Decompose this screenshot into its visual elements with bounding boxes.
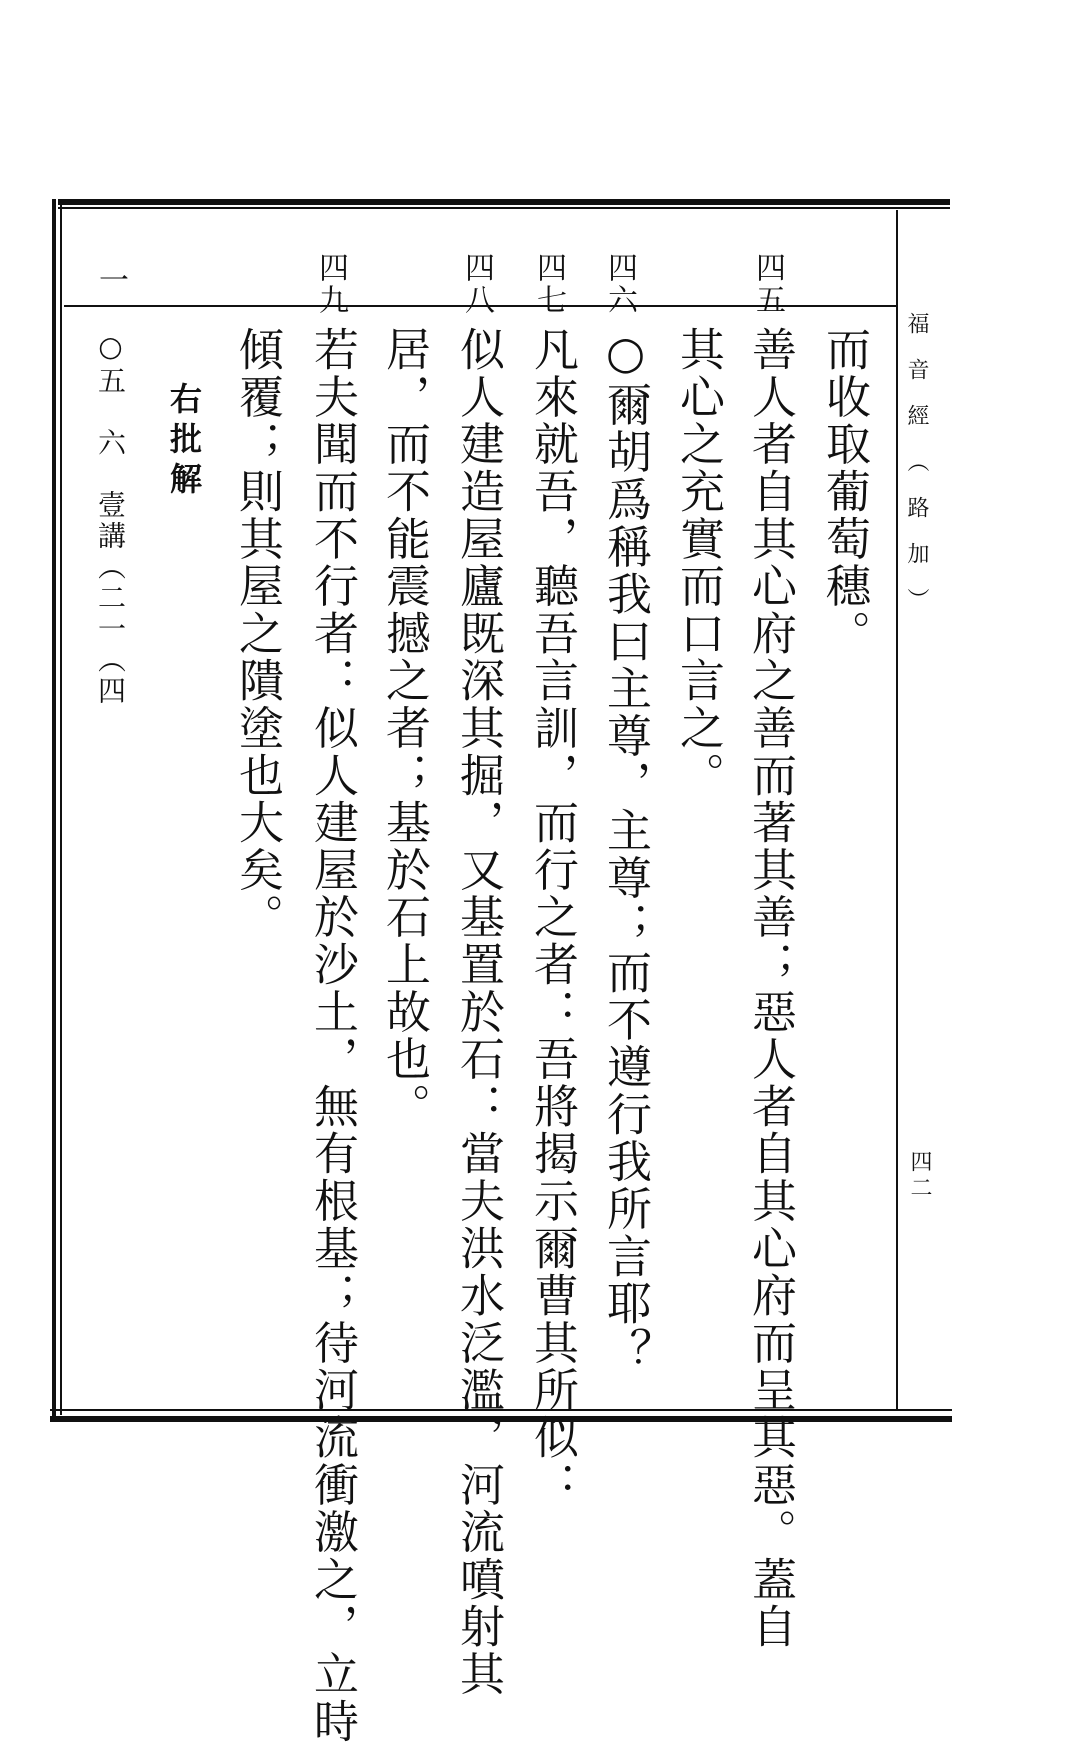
- text-line: 似人建造屋廬既深其掘，又基置於石：當夫洪水泛濫，河流噴射其: [452, 326, 505, 1698]
- top-border-inner: [58, 207, 950, 209]
- text-line: 凡來就吾，聽吾言訓，而行之者：吾將揭示爾曹其所似：: [526, 326, 579, 1509]
- page-number: 四二: [907, 1150, 932, 1202]
- text-line: ○爾胡爲稱我曰主尊，主尊；而不遵行我所言耶？: [599, 326, 652, 1375]
- left-border-inner: [60, 205, 62, 1415]
- verse-number: 四五: [750, 252, 785, 316]
- section-heading: 右批解: [165, 382, 203, 502]
- footnote-text: ○五 六 壹講（二一（四: [94, 330, 127, 707]
- left-border: [52, 199, 56, 1421]
- text-line: 傾覆；則其屋之隤塗也大矣。: [231, 326, 284, 941]
- top-border: [58, 199, 950, 205]
- running-head-divider: [896, 210, 898, 1410]
- footnote-line-mark: 一: [93, 264, 128, 296]
- text-line: 其心之充實而口言之。: [672, 326, 725, 799]
- verse-number: 四七: [531, 252, 566, 316]
- verse-number: 四八: [459, 252, 494, 316]
- text-line: 居，而不能震撼之者；基於石上故也。: [378, 326, 431, 1131]
- text-line: 善人者自其心府之善而著其善；惡人者自其心府而呈其惡。蓋自: [744, 326, 797, 1651]
- running-head-title: 福音經（路加）: [904, 312, 929, 634]
- text-line: 而收取葡萄穗。: [818, 326, 871, 658]
- verse-number: 四九: [313, 252, 348, 316]
- verse-number: 四六: [602, 252, 637, 316]
- text-line: 若夫聞而不行者：似人建屋於沙土，無有根基；待河流衝激之，立時: [306, 326, 359, 1745]
